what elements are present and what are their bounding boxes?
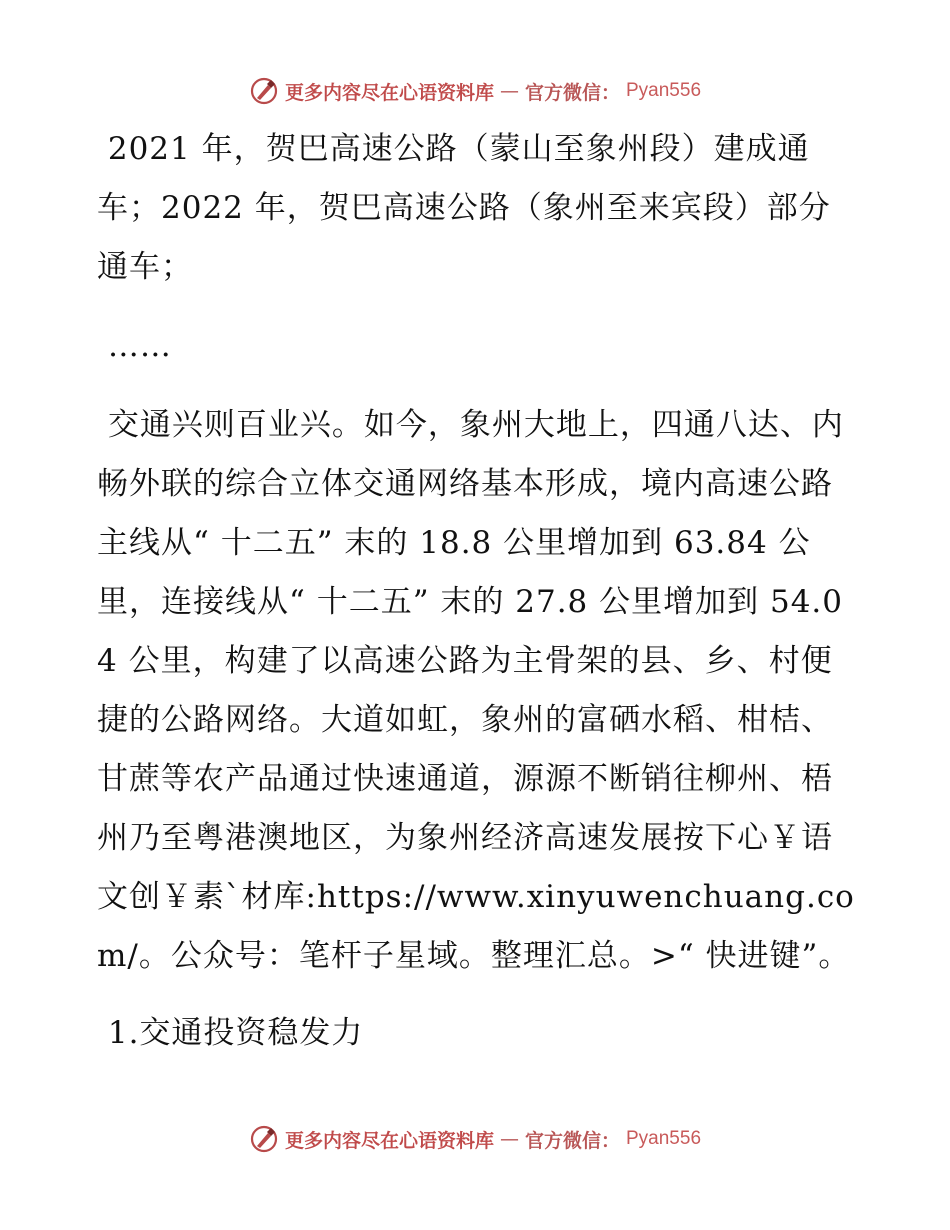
watermark-dash: — — [499, 1128, 519, 1150]
watermark-weixin-id: Pyan556 — [626, 80, 702, 101]
watermark-weixin-label: 官方微信： — [524, 1129, 620, 1152]
footer-watermark — [0, 1124, 950, 1154]
paragraph-highway-opening: 2021 年，贺巴高速公路（蒙山至象州段）建成通车；2022 年，贺巴高速公路（象州至来宾段）部分通车； — [97, 131, 831, 285]
header-watermark — [0, 76, 950, 106]
watermark-weixin-id: Pyan556 — [626, 1128, 702, 1149]
section-heading-investment: 1.交通投资稳发力 — [97, 1015, 364, 1051]
paragraph-transport-network: 交通兴则百业兴。如今，象州大地上，四通八达、内畅外联的综合立体交通网络基本形成，境内高速公路主线从“ 十二五” 末的 18.8 公里增加到 63.84 公里，连接线从“ 十二五” 末的 27.8 公里增加到 54.04 公里，构建了以高速公路为主骨架的县、乡、村便捷的公路网络。大道如虹，象州的富硒水稻、柑桔、甘蔗等农产品通过快速通道，源源不断销往柳州、梧州乃至粤港澳地区，为象州经济高速发展按下心￥语文创￥素`材库:https://www.xinyuwenchuang.com/。公众号：笔杆子星域。整理汇总。>“ 快进键”。 — [97, 407, 855, 974]
paragraph-ellipsis: …… — [97, 328, 172, 364]
document-body — [97, 120, 857, 1063]
pen-seal-icon — [249, 76, 279, 106]
watermark-title: 更多内容尽在心语资料库 — [284, 81, 494, 104]
watermark-dash: — — [499, 80, 519, 102]
watermark-weixin-label: 官方微信： — [524, 81, 620, 104]
pen-seal-icon — [249, 1124, 279, 1154]
watermark-title: 更多内容尽在心语资料库 — [284, 1129, 494, 1152]
